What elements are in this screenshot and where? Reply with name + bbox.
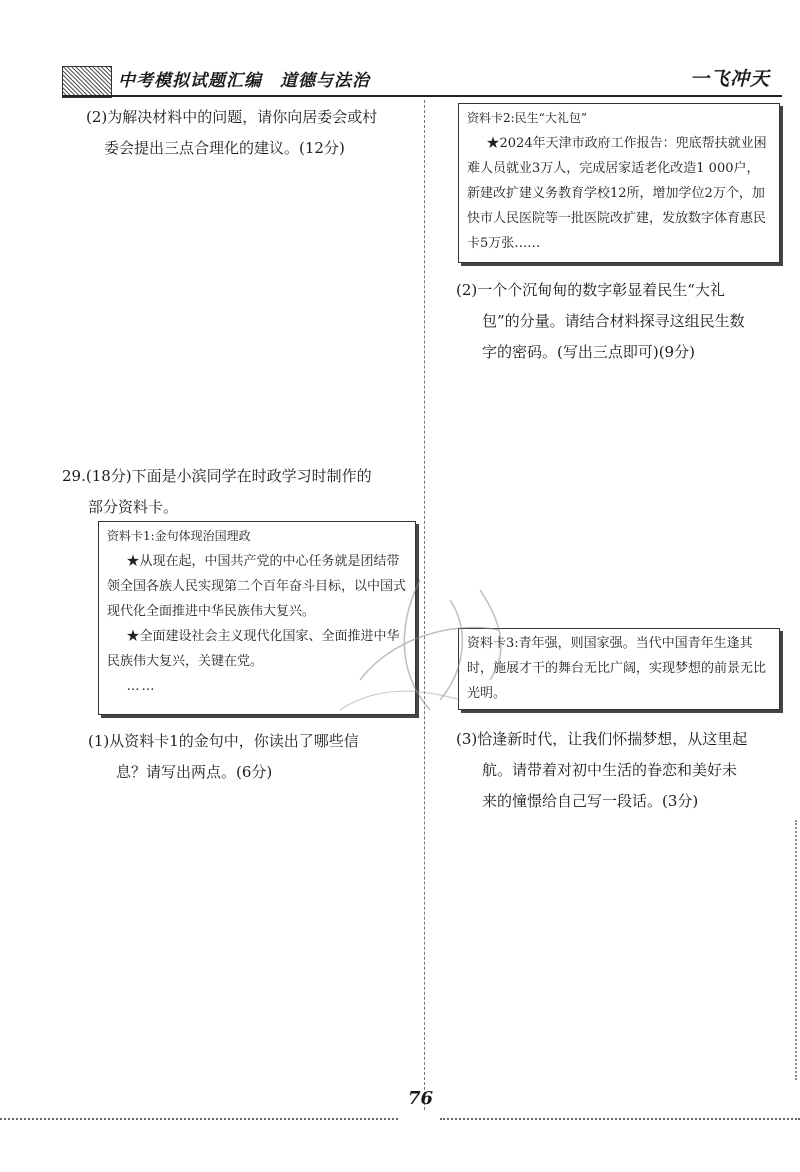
header-title: 中考模拟试题汇编 道德与法治 (118, 71, 370, 91)
card-paragraph: ★2024年天津市政府工作报告：兜底帮扶就业困难人员就业3万人，完成居家适老化改造1 000户，新建改扩建义务教育学校12所，增加学位2万个，加快市人民医院等一批医院改扩建，发放数字体育惠民卡5万张…… (467, 136, 767, 251)
question-29-2 (456, 275, 781, 368)
question-line: 航。请带着对初中生活的眷恋和美好未 (482, 761, 738, 779)
material-card-1 (98, 521, 416, 715)
question-line: 包”的分量。请结合材料探寻这组民生数 (482, 312, 745, 330)
question-line: 29.(18分)下面是小滨同学在时政学习时制作的 (62, 467, 372, 485)
page-number: 76 (408, 1088, 434, 1109)
question-line: (1)从资料卡1的金句中，你读出了哪些信 (88, 732, 359, 750)
card-paragraph: ★从现在起，中国共产党的中心任务就是团结带领全国各族人民实现第二个百年奋斗目标，以中国式现代化全面推进中华民族伟大复兴。 (107, 554, 407, 619)
margin-dotted-line (795, 820, 797, 1080)
header-logo (62, 66, 112, 98)
question-line: (2)为解决材料中的问题，请你向居委会或村 (86, 108, 378, 126)
card-ellipsis: …… (126, 679, 157, 694)
footer-rule-right (440, 1118, 800, 1120)
question-28-2 (86, 102, 408, 164)
question-line: (3)恰逢新时代，让我们怀揣梦想，从这里起 (456, 730, 748, 748)
header-brand: 一飞冲天 (690, 68, 771, 90)
card-title: 资料卡1:金句体现治国理政 (107, 529, 251, 543)
question-line: (2)一个个沉甸甸的数字彰显着民生“大礼 (456, 281, 725, 299)
card-paragraph: 资料卡3:青年强，则国家强。当代中国青年生逢其时，施展才干的舞台无比广阔，实现梦想的前景无比光明。 (467, 636, 767, 701)
header-rule (62, 95, 782, 97)
footer-rule-left (0, 1118, 398, 1120)
card-title: 资料卡2:民生“大礼包” (467, 111, 587, 125)
question-29-3 (456, 724, 781, 817)
question-29-stem (62, 461, 422, 523)
card-paragraph: ★全面建设社会主义现代化国家、全面推进中华民族伟大复兴，关键在党。 (107, 629, 400, 669)
question-line: 息？请写出两点。(6分) (116, 763, 273, 781)
question-line: 字的密码。(写出三点即可)(9分) (482, 343, 695, 361)
question-line: 委会提出三点合理化的建议。(12分) (104, 139, 345, 157)
material-card-3 (458, 628, 780, 710)
material-card-2 (458, 103, 780, 263)
column-divider (424, 100, 425, 1110)
question-line: 部分资料卡。 (88, 498, 179, 516)
question-29-1 (88, 726, 418, 788)
question-line: 来的憧憬给自己写一段话。(3分) (482, 792, 699, 810)
